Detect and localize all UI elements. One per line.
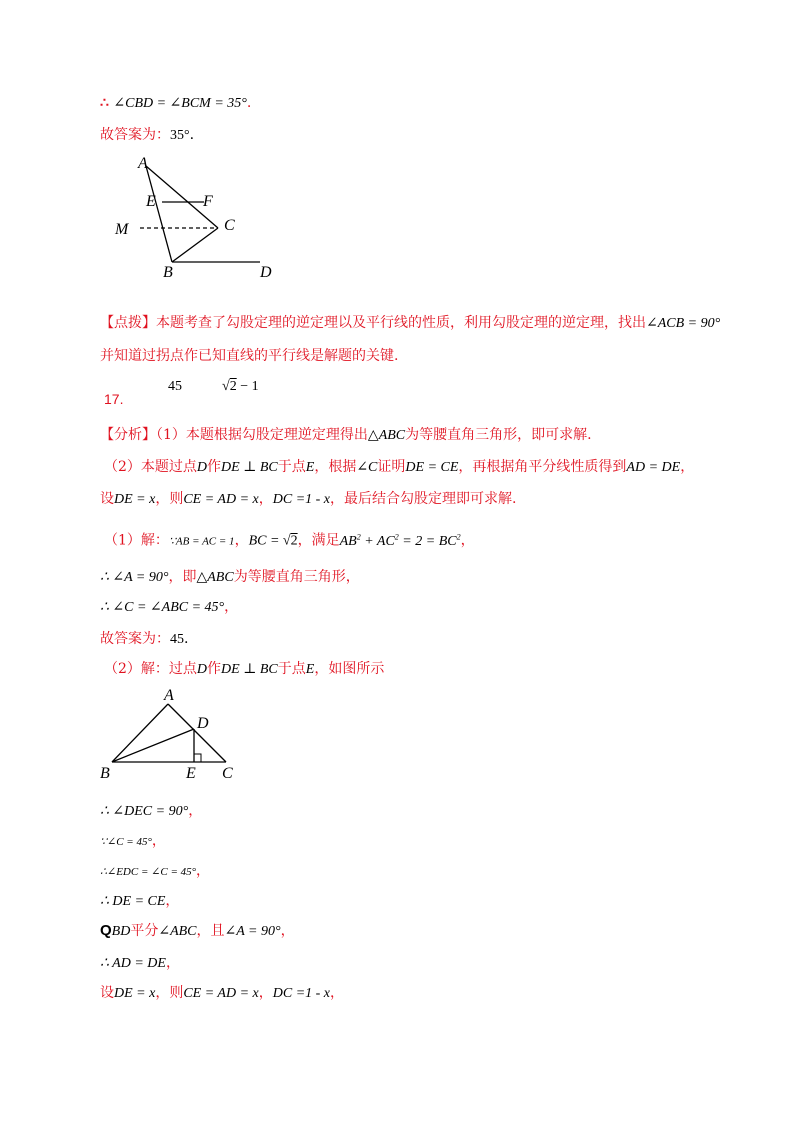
angle-c: ∠C	[356, 460, 378, 475]
label-M: M	[115, 221, 129, 238]
text: ，	[234, 532, 249, 549]
equation-pythag	[340, 534, 461, 549]
text: ，	[258, 491, 273, 507]
question-17-answers	[100, 380, 700, 410]
text: （2）本题过点	[104, 459, 197, 475]
answer-label: 故答案为：	[100, 127, 170, 143]
solution-1-line-2	[100, 566, 360, 589]
answer-line-2	[100, 628, 188, 651]
period: .	[246, 95, 252, 111]
label-D: D	[260, 264, 272, 281]
text: ，即	[168, 569, 197, 585]
label-A: A	[138, 155, 148, 172]
label-C: C	[222, 765, 233, 782]
text: （2）解：过点	[104, 661, 197, 677]
equation: DE = x	[114, 492, 156, 507]
answer-45: 45	[168, 379, 182, 394]
text: 为等腰直角三角形，	[233, 569, 360, 585]
hint-line-1	[100, 312, 720, 335]
point-e: E	[305, 460, 315, 475]
solution-1-line-3	[100, 596, 238, 619]
comma: ，	[165, 893, 180, 909]
text: ，	[258, 985, 273, 1001]
figure-2-diagram	[98, 684, 258, 784]
text: ，则	[155, 491, 184, 507]
equation: DC =1 - x	[272, 492, 331, 507]
question-number: 17.	[104, 391, 124, 407]
text: ，	[680, 459, 695, 475]
equation: ∴∠EDC = ∠C = 45°	[100, 866, 197, 878]
point-d: D	[196, 460, 208, 475]
answer-value: 35°	[170, 128, 190, 143]
equation: DE = CE	[405, 460, 459, 475]
figure-1-diagram	[110, 152, 310, 282]
text: ，	[460, 532, 475, 549]
equation: ∴ DE = CE	[100, 894, 166, 909]
comma: ，	[330, 985, 345, 1001]
perp-equation: DE ⊥ BC	[221, 662, 278, 677]
text: 证明	[377, 459, 406, 475]
text: 作	[207, 661, 222, 677]
label-F: F	[203, 193, 213, 210]
answer-value: 45	[170, 632, 184, 647]
equation: ∴ ∠C = ∠ABC = 45°	[100, 600, 225, 615]
hint-equation: ∠ACB = 90°	[646, 316, 721, 331]
text: ，如图所示	[314, 661, 385, 677]
text: 于点	[277, 661, 306, 677]
term: + AC	[360, 533, 395, 549]
analysis-text-2: 为等腰直角三角形，即可求解.	[405, 427, 592, 443]
comma: ，	[280, 923, 295, 939]
text: 设	[100, 985, 114, 1001]
solution-1-line-1	[104, 526, 475, 553]
exponent: 2	[456, 532, 461, 541]
solution-2-line-6	[100, 920, 295, 943]
term: AB	[339, 533, 357, 549]
hint-prefix: 【点拨】	[100, 315, 156, 331]
equation: ∵AB = AC = 1	[168, 535, 235, 548]
comma: ，	[151, 833, 166, 849]
comma: ，	[196, 863, 211, 879]
solution-2-line-2	[100, 800, 202, 823]
analysis-text: （1）本题根据勾股定理逆定理得出	[156, 427, 368, 443]
equation: ∴ ∠A = 90°	[100, 570, 169, 585]
equation: ∴ ∠DEC = 90°	[100, 804, 189, 819]
comma: ，	[165, 955, 180, 971]
equation: ∠A = 90°	[224, 924, 281, 939]
hint-text-2: 并知道过拐点作已知直线的平行线是解题的关键.	[100, 348, 399, 364]
text: 作	[207, 459, 222, 475]
label-B: B	[163, 264, 173, 281]
solution-2-line-5	[100, 890, 179, 913]
equation: ∠CBD = ∠BCM = 35°	[113, 96, 247, 111]
term: = 2 = BC	[398, 533, 457, 549]
equation: CE = AD = x	[183, 986, 259, 1001]
text: 于点	[277, 459, 306, 475]
text: ，满足	[297, 532, 340, 549]
answer-label: 故答案为：	[100, 631, 170, 647]
text: （1）解：	[104, 532, 169, 549]
point-d: D	[196, 662, 208, 677]
radicand: 2	[290, 533, 298, 549]
analysis-prefix: 【分析】	[100, 427, 156, 443]
equation: BC = √	[248, 533, 291, 549]
text: 平分	[130, 923, 159, 939]
text: ，根据	[314, 459, 357, 475]
label-E: E	[186, 765, 196, 782]
answer-sqrt: √2 − 1	[222, 379, 259, 394]
hint-line-2	[100, 345, 398, 367]
text: 设	[100, 491, 114, 507]
minus-one: − 1	[236, 379, 259, 394]
equation: CE = AD = x	[183, 492, 259, 507]
text: ，则	[155, 985, 184, 1001]
label-C: C	[224, 217, 235, 234]
hint-text: 本题考查了勾股定理的逆定理以及平行线的性质，利用勾股定理的逆定理，找出	[156, 315, 646, 331]
comma: ，	[188, 803, 203, 819]
equation: DE = x	[114, 986, 156, 1001]
solution-2-line-1	[104, 658, 384, 681]
because-symbol: Q	[100, 922, 112, 939]
therefore-symbol: ∴	[100, 95, 109, 111]
period: .	[184, 631, 189, 647]
text: ，再根据角平分线性质得到	[458, 459, 627, 475]
exponent: 2	[356, 532, 361, 541]
label-B: B	[100, 765, 110, 782]
conclusion-line-1	[100, 92, 251, 115]
exponent: 2	[394, 532, 399, 541]
analysis-line-1	[100, 424, 592, 447]
point-e: E	[305, 662, 315, 677]
text: ，最后结合勾股定理即可求解.	[330, 491, 517, 507]
equation: AD = DE	[626, 460, 681, 475]
radicand: 2	[229, 379, 237, 394]
segment-bd: BD	[111, 924, 131, 939]
label-A: A	[164, 687, 174, 704]
text: ，且	[196, 923, 225, 939]
perp-equation: DE ⊥ BC	[221, 460, 278, 475]
equation: ∴ AD = DE	[100, 956, 166, 971]
equation: DC =1 - x	[272, 986, 331, 1001]
answer-line-1	[100, 124, 194, 147]
period: .	[189, 127, 195, 143]
solution-2-line-7	[100, 952, 180, 975]
analysis-line-3	[100, 488, 516, 511]
label-E: E	[146, 193, 156, 210]
triangle-abc: △ABC	[367, 428, 406, 443]
text: ，	[224, 599, 239, 615]
angle-abc: ∠ABC	[158, 924, 197, 939]
label-D: D	[197, 715, 209, 732]
analysis-line-2	[104, 456, 694, 479]
triangle-abc: △ABC	[196, 570, 234, 585]
solution-2-line-4	[100, 860, 210, 883]
equation: ∵∠C = 45°	[100, 836, 152, 848]
solution-2-line-3	[100, 830, 166, 853]
solution-2-line-8	[100, 982, 344, 1005]
